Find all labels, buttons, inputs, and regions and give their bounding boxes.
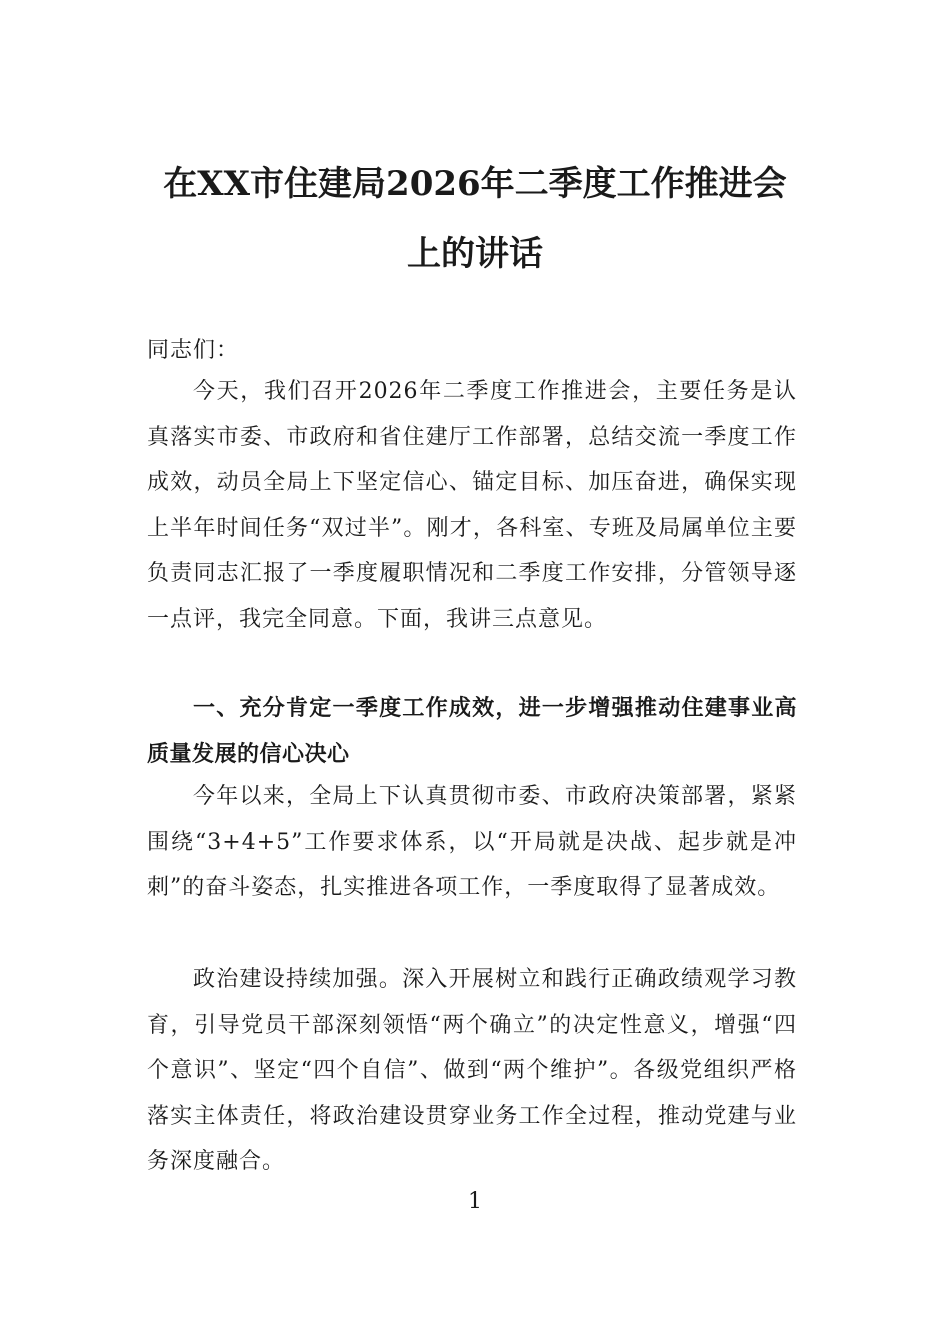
section-1-paragraph-1: 今年以来，全局上下认真贯彻市委、市政府决策部署，紧紧围绕“3+4+5”工作要求体系，以“开局就是决战、起步就是冲刺”的奋斗姿态，扎实推进各项工作，一季度取得了显著成效。 xyxy=(147,784,797,900)
section-heading-1: 一、充分肯定一季度工作成效，进一步增强推动住建事业高质量发展的信心决心 xyxy=(147,696,797,767)
document-title-line-2: 上的讲话 xyxy=(407,234,543,274)
salutation: 同志们： xyxy=(147,338,240,363)
document-title-line-1: 在XX市住建局2026年二季度工作推进会 xyxy=(163,164,787,204)
intro-paragraph: 今天，我们召开2026年二季度工作推进会，主要任务是认真落实市委、市政府和省住建厅工作部署，总结交流一季度工作成效，动员全局上下坚定信心、锚定目标、加压奋进，确保实现上半年时间任务“双过半”。刚才，各科室、专班及局属单位主要负责同志汇报了一季度履职情况和二季度工作安排，分管领导逐一点评，我完全同意。下面，我讲三点意见。 xyxy=(147,379,797,632)
page-number: 1 xyxy=(468,1189,482,1214)
section-1-paragraph-2: 政治建设持续加强。深入开展树立和践行正确政绩观学习教育，引导党员干部深刻领悟“两个确立”的决定性意义，增强“四个意识”、坚定“四个自信”、做到“两个维护”。各级党组织严格落实主体责任，将政治建设贯穿业务工作全过程，推动党建与业务深度融合。 xyxy=(147,967,797,1174)
